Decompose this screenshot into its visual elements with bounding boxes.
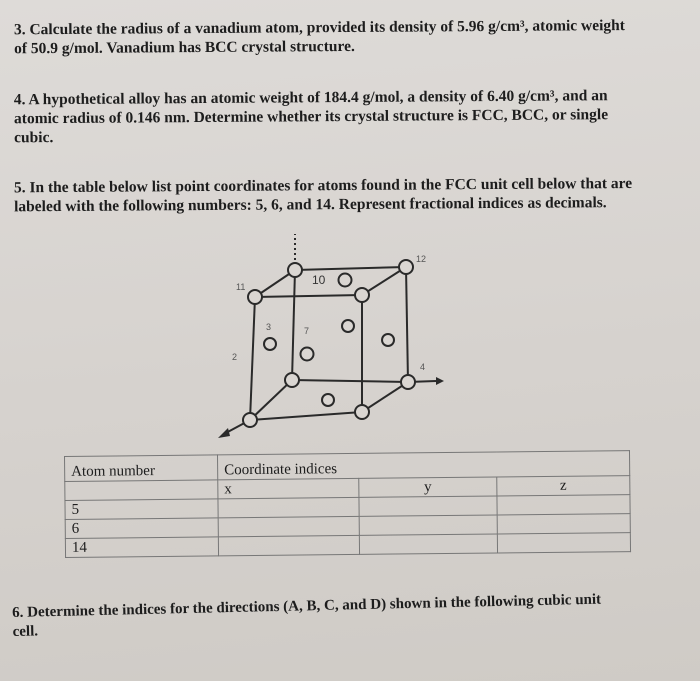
diagram-label-top-left: 11 <box>236 282 246 292</box>
diagram-label-front: 2 <box>232 352 238 362</box>
question-6-line-2: cell. <box>12 623 39 640</box>
x-cell[interactable] <box>218 497 359 517</box>
atom-number-header: Atom number <box>65 455 218 482</box>
diagram-label-b: 4 <box>420 362 426 372</box>
question-5 <box>14 174 678 217</box>
empty-cell <box>65 480 218 501</box>
y-cell[interactable] <box>359 496 497 516</box>
question-6-line-1: 6. Determine the indices for the directions (A, B, C, and D) shown in the following cubic unit <box>12 591 602 621</box>
atom-row-label: 5 <box>65 499 218 520</box>
atom-row-label: 14 <box>65 537 218 558</box>
question-3 <box>14 16 674 59</box>
question-3-line-2: of 50.9 g/mol. Vanadium has BCC crystal structure. <box>14 37 355 58</box>
y-header: y <box>359 477 497 497</box>
x-cell[interactable] <box>218 516 359 536</box>
diagram-label-c: 7 <box>304 326 310 336</box>
z-cell[interactable] <box>497 514 630 534</box>
diagram-label-a: 3 <box>266 322 272 332</box>
question-5-line-2: labeled with the following numbers: 5, 6, and 14. Represent fractional indices as decimals. <box>14 194 607 216</box>
question-4 <box>14 86 676 148</box>
coordinates-table <box>64 450 631 596</box>
x-cell[interactable] <box>218 535 359 555</box>
fcc-unit-cell-diagram <box>200 222 460 452</box>
question-4-line-2: atomic radius of 0.146 nm. Determine whether its crystal structure is FCC, BCC, or single <box>13 106 609 128</box>
y-cell[interactable] <box>359 515 497 535</box>
question-5-line-1: 5. In the table below list point coordinates for atoms found in the FCC unit cell below that are <box>13 175 633 197</box>
diagram-label-top-face: 10 <box>312 273 326 287</box>
question-3-line-1: 3. Calculate the radius of a vanadium atom, provided its density of 5.96 g/cm³, atomic weight <box>13 17 626 39</box>
diagram-label-top-right-back: 12 <box>416 254 427 264</box>
coordinate-indices-header: Coordinate indices <box>217 451 629 480</box>
atom-row-label: 6 <box>65 518 218 539</box>
y-cell[interactable] <box>359 534 497 554</box>
z-cell[interactable] <box>497 495 630 515</box>
question-4-line-1: 4. A hypothetical alloy has an atomic weight of 184.4 g/mol, a density of 6.40 g/cm³, and an <box>13 87 608 109</box>
z-header: z <box>497 476 630 496</box>
question-4-line-3: cubic. <box>14 129 54 147</box>
z-cell[interactable] <box>497 533 630 553</box>
x-header: x <box>218 478 359 498</box>
